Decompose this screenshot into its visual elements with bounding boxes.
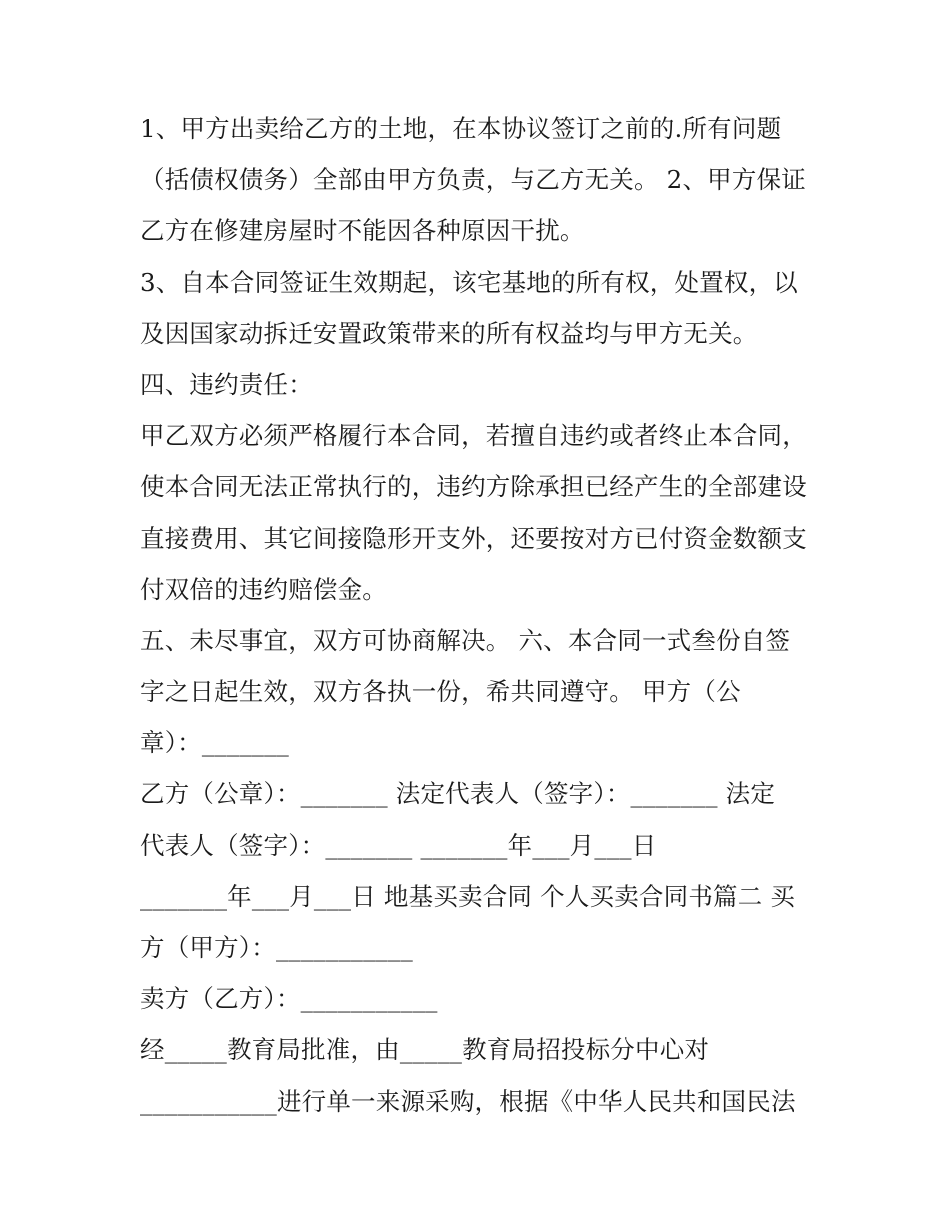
text-line-14: 乙方（公章）：_______ 法定代表人（签字）：_______ 法定	[140, 779, 776, 809]
text-line-20: ___________进行单一来源采购，根据《中华人民共和国民法	[140, 1086, 796, 1116]
text-line-4: 3、自本合同签证生效期起，该宅基地的所有权，处置权，以	[140, 267, 798, 297]
text-line-10: 付双倍的违约赔偿金。	[140, 574, 387, 604]
text-line-18: 卖方（乙方）：___________	[140, 984, 438, 1014]
text-line-13: 章）：_______	[140, 728, 289, 758]
text-line-2: （括债权债务）全部由甲方负责，与乙方无关。 2、甲方保证	[140, 165, 806, 195]
text-line-8: 使本合同无法正常执行的，违约方除承担已经产生的全部建设	[140, 472, 807, 502]
text-line-11: 五、未尽事宜，双方可协商解决。 六、本合同一式叁份自签	[140, 625, 791, 655]
text-line-12: 字之日起生效，双方各执一份，希共同遵守。 甲方（公	[140, 677, 741, 707]
text-line-16: _______年___月___日 地基买卖合同 个人买卖合同书篇二 买	[140, 881, 796, 911]
text-line-17: 方（甲方）：___________	[140, 933, 413, 962]
text-line-19: 经_____教育局批准，由_____教育局招投标分中心对	[140, 1035, 710, 1065]
text-line-15: 代表人（签字）：_______ _______年___月___日	[140, 830, 657, 860]
section-heading-breach: 四、违约责任：	[140, 369, 313, 399]
text-line-1: 1、甲方出卖给乙方的土地，在本协议签订之前的.所有问题	[140, 114, 782, 143]
text-line-7: 甲乙双方必须严格履行本合同，若擅自违约或者终止本合同，	[140, 421, 807, 451]
text-line-3: 乙方在修建房屋时不能因各种原因干扰。	[140, 216, 585, 246]
document-body	[140, 103, 820, 1127]
text-line-9: 直接费用、其它间接隐形开支外，还要按对方已付资金数额支	[140, 523, 807, 553]
text-line-5: 及因国家动拆迁安置政策带来的所有权益均与甲方无关。	[140, 318, 758, 348]
